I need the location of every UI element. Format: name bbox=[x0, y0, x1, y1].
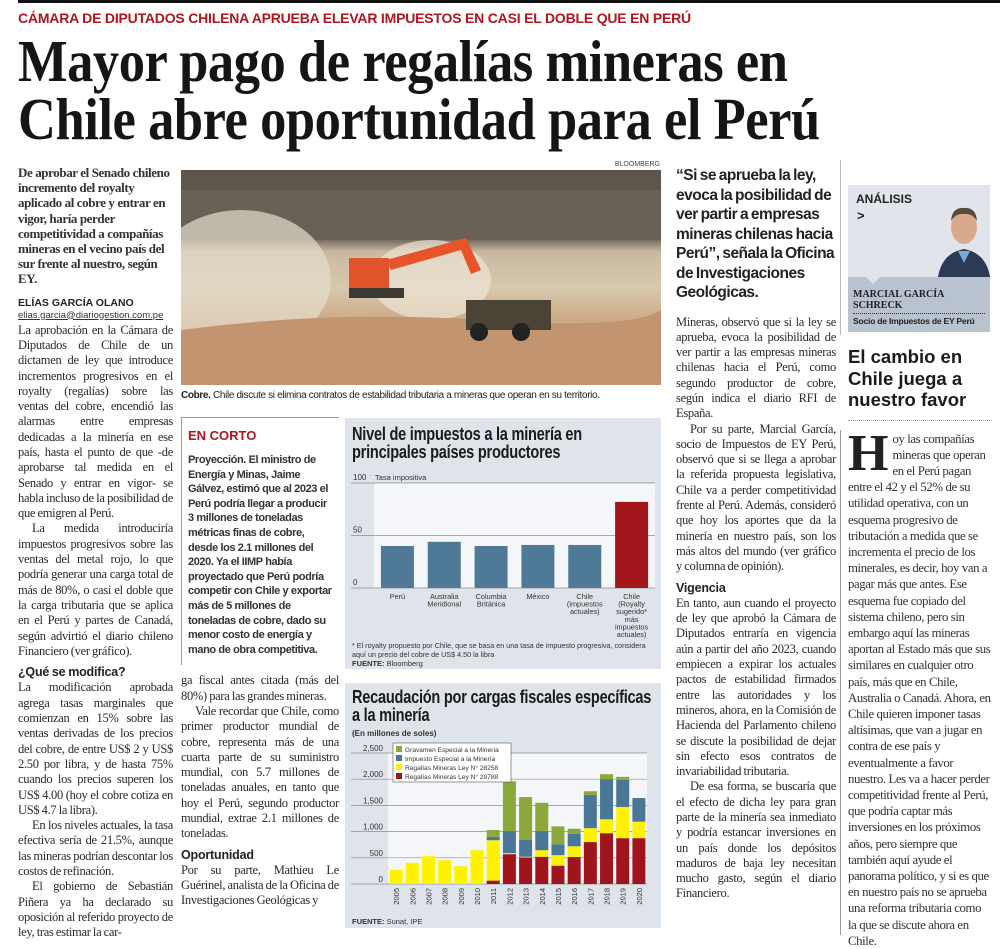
x-tick-label: 2017 bbox=[586, 888, 595, 905]
x-tick-label: 2013 bbox=[522, 888, 531, 905]
bar-segment bbox=[551, 866, 564, 884]
analysis-role: Socio de Impuestos de EY Perú bbox=[853, 316, 975, 327]
paragraph: La aprobación en la Cámara de Diputados de Chile de un dictamen de ley que introduce incrementos progresivos en el royalty (regalías) sobre las ventas del cobre, encendió las alarmas entre empresas dedicadas a la minería en ese país, hasta el punto de que -de aprobarse tal medida en el Senado y entrar en vigor- se habla incluso de la posibilidad de que emigren al Perú. bbox=[18, 323, 173, 522]
subheading: Oportunidad bbox=[181, 848, 339, 863]
y-tick-label: 50 bbox=[353, 526, 362, 535]
bar-segment bbox=[503, 831, 516, 853]
paragraph: ga fiscal antes citada (más del 80%) para las grandes mineras. bbox=[181, 673, 339, 704]
bar bbox=[475, 546, 508, 588]
legend-swatch bbox=[396, 746, 402, 752]
column-2 bbox=[181, 417, 339, 909]
bar-segment bbox=[438, 860, 451, 884]
bar-segment bbox=[535, 850, 548, 857]
paragraph: Por su parte, Mathieu Le Guérinel, analista de la Oficina de Investigaciones Geológicas y bbox=[181, 863, 339, 909]
legend-swatch bbox=[396, 773, 402, 779]
bar-segment bbox=[519, 797, 532, 840]
bar-segment bbox=[584, 828, 597, 842]
legend-label: Regalías Mineras Ley N° 28258 bbox=[405, 764, 499, 772]
analysis-author: MARCIAL GARCÍA SCHRECK bbox=[853, 289, 953, 311]
bar-segment bbox=[551, 826, 564, 844]
revenue-plot bbox=[345, 683, 661, 928]
source-text: Sunat, IPE bbox=[385, 917, 423, 926]
opinion-column bbox=[848, 185, 992, 949]
x-tick-label: 2015 bbox=[554, 888, 563, 905]
x-tick-label: Chile (impuestos actuales) bbox=[567, 592, 603, 616]
x-tick-label: 2006 bbox=[408, 888, 417, 905]
column-divider bbox=[840, 160, 841, 335]
subheading: Vigencia bbox=[676, 581, 836, 596]
x-tick-label: 2020 bbox=[635, 888, 644, 905]
caption-label: Cobre. bbox=[181, 390, 211, 401]
source-text: Bloomberg bbox=[385, 659, 423, 668]
pointer-triangle bbox=[866, 277, 880, 284]
bar-segment bbox=[487, 837, 500, 840]
y-tick-label: 100 bbox=[353, 473, 367, 482]
chart-subtitle: (En millones de soles) bbox=[352, 729, 436, 739]
bar-segment bbox=[632, 798, 645, 822]
photo-credit: BLOOMBERG bbox=[615, 160, 660, 169]
bar-segment bbox=[487, 830, 500, 837]
x-tick-label: 2008 bbox=[441, 888, 450, 905]
bar bbox=[381, 546, 414, 588]
bar-segment bbox=[535, 831, 548, 850]
bar-segment bbox=[632, 838, 645, 884]
bar-segment bbox=[503, 781, 516, 831]
bar-segment bbox=[551, 855, 564, 865]
bar-segment bbox=[503, 853, 516, 854]
bar-segment bbox=[454, 866, 467, 884]
bar-segment bbox=[600, 779, 613, 819]
author-portrait bbox=[938, 197, 990, 277]
bar-segment bbox=[568, 834, 581, 846]
bar-segment bbox=[632, 822, 645, 839]
revenue-chart bbox=[345, 683, 661, 928]
column-1 bbox=[18, 165, 173, 941]
bar-segment bbox=[519, 857, 532, 858]
bar-segment bbox=[535, 857, 548, 884]
bar-segment bbox=[487, 881, 500, 884]
chart-note: * El royalty propuesto por Chile, que se basa en una tasa de impuesto progresiva, considera aquí un precio del cobre de US$ 4.50 la libra bbox=[352, 641, 657, 659]
chart-source bbox=[352, 659, 423, 668]
y-axis-label: Tasa impositiva bbox=[375, 473, 427, 482]
mining-scene-illustration bbox=[181, 170, 661, 385]
y-tick-label: 0 bbox=[379, 875, 384, 884]
paragraph: El gobierno de Sebastián Piñera ya ha declarado su oposición al referido proyecto de ley, tras estimar la car- bbox=[18, 879, 173, 940]
chevron-right-icon: > bbox=[857, 209, 865, 223]
paragraph: Mineras, observó que si la ley se aprueba, evoca la posibilidad de ver partir a las empresas mineras chilenas hacia el Perú, como segundo productor de cobre, según indica el diario RFI de España. bbox=[676, 315, 836, 422]
x-tick-label: Columbia Británica bbox=[476, 592, 508, 609]
excavator-body bbox=[349, 258, 389, 288]
bar-segment bbox=[616, 838, 629, 884]
bar-segment bbox=[616, 807, 629, 838]
top-rule bbox=[18, 0, 1000, 3]
opinion-text: oy las compañías mineras que operan en el Perú pagan entre el 42 y el 52% de su utilidad operativa, con un esquema progresivo de tributación a medida que se incrementa el precio de los minerales, es decir, hoy van a pagar más que antes. Ese esquema fue copiado del sistema chileno, pero sin embargo aquí las mineras aportan al Estado más que sus similares en cualquier otro país, más que en Chile, Australia o Canadá. Ahora, en Chile quieren imponer tasas altísimas, que van a jugar en contra de ese país y eventualmente a favor nuestro. Les va a hacer perder competitividad frente al Perú, que podría captar más inversiones en los próximos años, pero siempre que también aquí ayude el panorama político, y si es que en nuestro país no se aprueba una reforma tributaria como la que se discute ahora en Chile. bbox=[848, 432, 991, 948]
bar bbox=[428, 542, 461, 588]
legend-label: Gravamen Especial a la Minería bbox=[405, 747, 499, 754]
bar-segment bbox=[568, 846, 581, 857]
paragraph: La medida introduciría impuestos progresivos sobre las ventas del metal rojo, lo que podría generar una carga total de más de 80%, o casi el doble que la carga tributaria que se aplica en el Perú y partes de Canadá, según advirtió el diario chileno Financiero (ver gráfico). bbox=[18, 521, 173, 659]
y-tick-label: 1,000 bbox=[363, 823, 384, 832]
bar bbox=[568, 545, 601, 588]
drop-cap: H bbox=[848, 433, 888, 475]
byline-email-link[interactable]: elias.garcia@diariogestion.com.pe bbox=[18, 310, 173, 322]
bar-segment bbox=[568, 829, 581, 834]
dotted-divider bbox=[848, 420, 992, 421]
bar-segment bbox=[584, 795, 597, 828]
paragraph: Por su parte, Marcial García, socio de Impuestos de EY Perú, observó que si se llega a aprobar la referida propuesta legislativa, Chile va a perder competitividad frente al Perú. Además, consideró que hoy los aportes que da la minería en nuestro país, son los más altos del mundo (ver gráfico y columna de opinión). bbox=[676, 422, 836, 575]
x-tick-label: México bbox=[526, 592, 549, 601]
bar-segment bbox=[390, 870, 403, 884]
pull-quote: “Si se aprueba la ley, evoca la posibilidad de ver partir a empresas mineras chilenas hacia Perú”, señala la Oficina de Investigaciones Geológicas. bbox=[676, 166, 836, 303]
tax-level-chart bbox=[345, 418, 661, 669]
bar-segment bbox=[519, 858, 532, 884]
x-tick-label: Australia Meridional bbox=[427, 592, 461, 609]
x-tick-label: 2019 bbox=[619, 888, 628, 905]
subheading: ¿Qué se modifica? bbox=[18, 665, 173, 680]
byline-author: ELÍAS GARCÍA OLANO bbox=[18, 297, 173, 310]
y-tick-label: 0 bbox=[353, 578, 358, 587]
x-tick-label: 2007 bbox=[424, 888, 433, 905]
bar-segment bbox=[600, 774, 613, 779]
bar-segment bbox=[422, 856, 435, 884]
body-column-1 bbox=[18, 323, 173, 941]
en-corto-text bbox=[188, 453, 334, 657]
chart-source bbox=[352, 917, 422, 926]
dotted-divider bbox=[853, 313, 985, 314]
en-corto-title: EN CORTO bbox=[188, 428, 334, 444]
bar-segment bbox=[487, 840, 500, 880]
bar-segment bbox=[471, 850, 484, 884]
caption-text: Chile discute si elimina contratos de estabilidad tributaria a mineras que operan en su territorio. bbox=[211, 390, 600, 401]
kicker: CÁMARA DE DIPUTADOS CHILENA APRUEBA ELEVAR IMPUESTOS EN CASI EL DOBLE QUE EN PERÚ bbox=[18, 9, 691, 27]
bar-segment bbox=[551, 844, 564, 855]
truck-wheel bbox=[470, 323, 488, 341]
bar-segment bbox=[519, 840, 532, 857]
analysis-author-box bbox=[848, 185, 990, 332]
chart-title: Recaudación por cargas fiscales específicas a la minería bbox=[352, 688, 652, 724]
bar-segment bbox=[503, 854, 516, 884]
opinion-title: El cambio en Chile juega a nuestro favor bbox=[848, 346, 992, 411]
bar-segment bbox=[600, 819, 613, 833]
column-3 bbox=[676, 166, 836, 902]
paragraph: En tanto, aun cuando el proyecto de ley que aprobó la Cámara de Diputados entraría en vigencia aún a partir del año 2023, cuando empiecen a expirar los actuales pactos de estabilidad firmados entre las autoridades y los mineros, ahora, en la Comisión de Hacienda del Parlamento chileno se discute la posibilidad de dejar sin efecto esos contratos de invariabilidad tributaria. bbox=[676, 596, 836, 780]
opinion-body bbox=[848, 431, 992, 949]
y-tick-label: 1,500 bbox=[363, 796, 384, 805]
lead-paragraph: De aprobar el Senado chileno incremento del royalty aplicado al cobre y entrar en vigor, haría perder competitividad a compañías mineras en el vecino país del sur frente al nuestro, según EY. bbox=[18, 165, 173, 287]
x-tick-label: 2011 bbox=[489, 888, 498, 904]
x-tick-label: 2012 bbox=[505, 888, 514, 905]
en-corto-lead: Proyección. bbox=[188, 454, 246, 466]
bar-segment bbox=[584, 842, 597, 884]
legend-label: Impuesto Especial a la Minería bbox=[405, 756, 495, 763]
x-tick-label: 2016 bbox=[570, 888, 579, 905]
y-tick-label: 2,500 bbox=[363, 744, 384, 753]
en-corto-body: El ministro de Energía y Minas, Jaime Gálvez, estimó que al 2023 el Perú podría llegar a producir 3 millones de toneladas métricas finas de cobre, desde los 2.1 millones del 2020. Ya el IIMP había proyectado que Perú podría competir con Chile y exportar más de 5 millones de toneladas de cobre, dado su menor costo de energía y mano de obra competitiva. bbox=[188, 454, 332, 656]
y-tick-label: 2,000 bbox=[363, 770, 384, 779]
photo-caption bbox=[181, 389, 661, 402]
paragraph: En los niveles actuales, la tasa efectiva sería de 21.5%, aunque las mineras podrían descontar los costos de refinación. bbox=[18, 818, 173, 879]
truck-wheel bbox=[512, 323, 530, 341]
bar-segment bbox=[535, 803, 548, 831]
tax-level-plot bbox=[345, 418, 661, 669]
paragraph: La modificación aprobada agrega tasas marginales que comienzan en 15% sobre las ventas derivadas de los precios del cobre, de entre US$ 2 y US$ 2.50 por libra, y de hasta 75% cuando los precios superen los US$ 4.00 (hoy el cobre cotiza en US$ 4.7 la libra). bbox=[18, 680, 173, 818]
en-corto-box bbox=[181, 417, 339, 665]
body-column-3 bbox=[676, 315, 836, 902]
paragraph: De esa forma, se buscaría que el efecto de dicha ley para gran parte de la minería sea inmediato y podría estancar inversiones en un país donde los depósitos maduros de baja ley necesitan mucho gasto, según el diario Financiero. bbox=[676, 779, 836, 901]
y-tick-label: 500 bbox=[370, 849, 384, 858]
x-tick-label: 2018 bbox=[603, 888, 612, 905]
bar-segment bbox=[600, 833, 613, 884]
source-label: FUENTE: bbox=[352, 659, 385, 668]
excavator-track bbox=[349, 288, 404, 298]
headline bbox=[18, 32, 820, 148]
column-divider bbox=[840, 430, 841, 935]
bar-segment bbox=[616, 777, 629, 780]
headline-line-2: Chile abre oportunidad para el Perú bbox=[18, 90, 820, 148]
bar-segment bbox=[406, 863, 419, 884]
x-tick-label: Perú bbox=[390, 592, 405, 601]
mining-photo bbox=[181, 170, 661, 385]
body-column-2 bbox=[181, 673, 339, 908]
legend-label: Regalías Mineras Ley N° 29788 bbox=[405, 773, 499, 781]
x-tick-label: 2010 bbox=[473, 888, 482, 905]
paragraph: Vale recordar que Chile, como primer productor mundial de cobre, representa más de una cuarta parte de su suministro mundial, con 5.7 millones de toneladas anuales, en tanto que hoy el Perú, segundo productor mundial, extrae 2.1 millones de toneladas. bbox=[181, 704, 339, 842]
bar bbox=[521, 545, 554, 588]
headline-line-1: Mayor pago de regalías mineras en bbox=[18, 32, 820, 90]
x-tick-label: 2009 bbox=[457, 888, 466, 905]
bar-segment bbox=[568, 857, 581, 884]
chart-title: Nivel de impuestos a la minería en principales países productores bbox=[352, 425, 652, 461]
bar bbox=[615, 502, 648, 588]
x-tick-label: 2005 bbox=[392, 888, 401, 905]
legend-swatch bbox=[396, 764, 402, 770]
bar-segment bbox=[616, 780, 629, 807]
x-tick-label: 2014 bbox=[538, 888, 547, 905]
source-label: FUENTE: bbox=[352, 917, 385, 926]
analysis-label: ANÁLISIS bbox=[856, 192, 912, 206]
legend-swatch bbox=[396, 755, 402, 761]
bar-segment bbox=[584, 791, 597, 795]
x-tick-label: Chile (Royalty sugerido* más impuestos actuales) bbox=[615, 592, 649, 639]
